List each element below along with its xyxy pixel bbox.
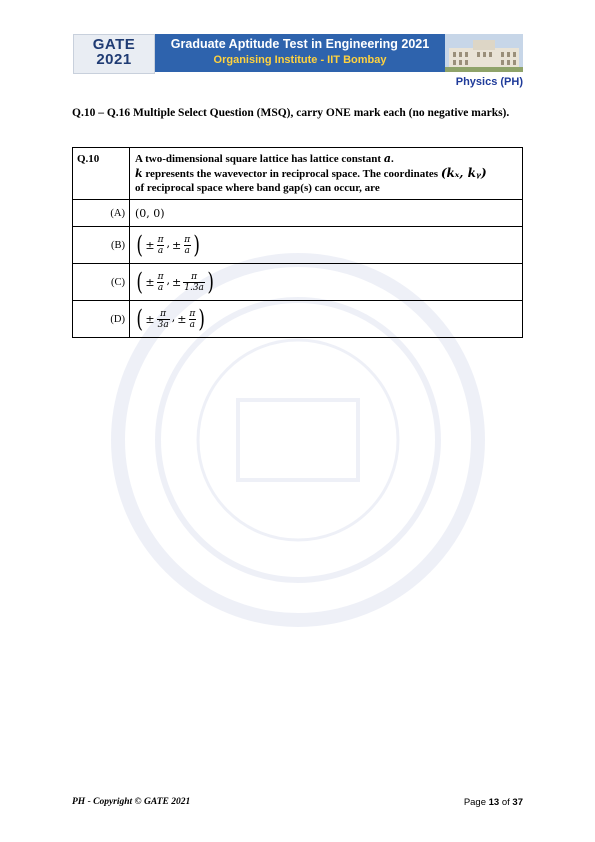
logo-text-gate: GATE bbox=[92, 36, 136, 53]
option-a[interactable]: (0, 0) bbox=[130, 200, 523, 227]
footer-copyright: PH - Copyright © GATE 2021 bbox=[72, 797, 191, 807]
page-prefix: Page bbox=[463, 797, 489, 808]
denominator: a bbox=[189, 319, 196, 330]
stem-text: of reciprocal space where band gap(s) can occur, are bbox=[135, 182, 380, 194]
denominator: a bbox=[157, 245, 164, 256]
plus-minus: ± bbox=[172, 275, 182, 289]
question-number: Q.10 bbox=[73, 148, 130, 200]
option-c[interactable]: ( ± $\frac{\pi}{a}$ , ± $\frac{\pi}{1.3a}$ ) bbox=[130, 264, 523, 301]
page-of: of bbox=[499, 797, 513, 808]
lattice-constant-symbol: a bbox=[383, 152, 391, 165]
numerator: π bbox=[184, 234, 191, 245]
plus-minus: ± bbox=[172, 238, 182, 252]
option-label-b: (B) bbox=[73, 227, 130, 264]
comma: , bbox=[171, 311, 176, 324]
option-d[interactable]: ( ± $\frac{\pi}{3a}$ , ± $\frac{\pi}{a}$ ) bbox=[130, 301, 523, 338]
logo-text-year: 2021 bbox=[96, 51, 132, 68]
section-heading: Q.10 – Q.16 Multiple Select Question (MSQ), carry ONE mark each (no negative marks). bbox=[72, 107, 510, 119]
denominator: a bbox=[157, 282, 164, 293]
wavevector-symbol: k bbox=[135, 167, 143, 180]
plus-minus: ± bbox=[177, 312, 187, 326]
banner-title: Graduate Aptitude Test in Engineering 2021 bbox=[170, 37, 430, 51]
stem-text: A two-dimensional square lattice has lattice constant bbox=[135, 153, 384, 165]
denominator: 1.3a bbox=[184, 282, 204, 293]
numerator: π bbox=[160, 308, 167, 319]
question-stem bbox=[130, 148, 523, 200]
option-label-a: (A) bbox=[73, 200, 130, 227]
coordinates-expression: (kₓ, kᵧ) bbox=[440, 166, 487, 180]
numerator: π bbox=[157, 234, 164, 245]
plus-minus: ± bbox=[145, 312, 155, 326]
plus-minus: ± bbox=[145, 238, 155, 252]
plus-minus: ± bbox=[145, 275, 155, 289]
gate-logo bbox=[73, 34, 155, 74]
stem-text: represents the wavevector in reciprocal space. The coordinates bbox=[142, 168, 441, 180]
denominator: a bbox=[184, 245, 190, 256]
page-number bbox=[464, 797, 523, 808]
comma: , bbox=[166, 274, 171, 287]
header-banner bbox=[155, 34, 445, 72]
institute-building-image bbox=[445, 34, 523, 72]
numerator: π bbox=[191, 271, 198, 282]
page-current: 13 bbox=[488, 797, 500, 808]
page-total: 37 bbox=[512, 797, 523, 808]
banner-subtitle: Organising Institute - IIT Bombay bbox=[213, 54, 387, 66]
option-label-c: (C) bbox=[73, 264, 130, 301]
option-label-d: (D) bbox=[73, 301, 130, 338]
option-b[interactable]: ( ± $\frac{\pi}{a}$ , ± $\frac{\pi}{a}$ ) bbox=[130, 227, 523, 264]
comma: , bbox=[166, 237, 171, 250]
denominator: 3a bbox=[157, 319, 169, 330]
stem-period: . bbox=[390, 153, 394, 165]
question-table bbox=[72, 147, 523, 338]
subject-label: Physics (PH) bbox=[455, 76, 523, 88]
numerator: π bbox=[157, 271, 164, 282]
numerator: π bbox=[189, 308, 196, 319]
